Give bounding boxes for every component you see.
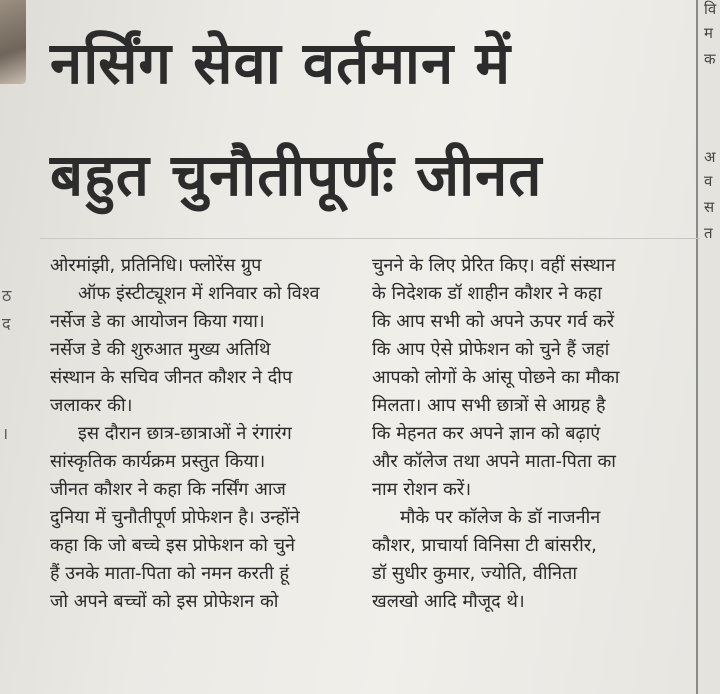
article-line: कि आप ऐसे प्रोफेशन को चुने हैं जहां — [372, 339, 610, 360]
right-edge-fragment: व — [704, 172, 713, 190]
article-line: के निदेशक डॉ शाहीन कौशर ने कहा — [372, 283, 602, 304]
article-line: जो अपने बच्चों को इस प्रोफेशन को — [50, 591, 279, 612]
left-edge-fragment: ठ — [2, 286, 12, 305]
article-line: संस्थान के सचिव जीनत कौशर ने दीप — [50, 367, 293, 388]
article-line: आपको लोगों के आंसू पोछने का मौका — [372, 367, 620, 388]
right-edge-fragment: अ — [704, 148, 716, 166]
article-line: मौके पर कॉलेज के डॉ नाजनीन — [400, 507, 601, 528]
article-line: खलखो आदि मौजूद थे। — [372, 591, 525, 612]
adjacent-column-fragment — [696, 0, 720, 694]
left-edge-fragment: । — [2, 424, 9, 443]
article-line: ओरमांझी, प्रतिनिधि। फ्लोरेंस ग्रुप — [50, 255, 262, 276]
article-line: दुनिया में चुनौतीपूर्ण प्रोफेशन है। उन्होंने — [50, 507, 300, 528]
divider — [40, 238, 700, 239]
article-line: नर्सेज डे का आयोजन किया गया। — [50, 311, 265, 332]
article-line: कौशर, प्राचार्या विनिसा टी बांसरीर, — [372, 535, 597, 556]
article-line: जलाकर की। — [50, 395, 133, 416]
right-edge-fragment: म — [704, 24, 713, 42]
article-line: सांस्कृतिक कार्यक्रम प्रस्तुत किया। — [50, 451, 266, 472]
right-edge-fragment: वि — [704, 0, 717, 18]
article-column-left — [50, 252, 365, 616]
article-line: चुनने के लिए प्रेरित किए। वहीं संस्थान — [372, 255, 616, 276]
article-line: कि मेहनत कर अपने ज्ञान को बढ़ाएं — [372, 423, 601, 444]
article-line: जीनत कौशर ने कहा कि नर्सिंग आज — [50, 479, 286, 500]
article-line: हैं उनके माता-पिता को नमन करती हूं — [50, 563, 290, 584]
article-line: ऑफ इंस्टीट्यूशन में शनिवार को विश्व — [78, 283, 320, 304]
article-line: नर्सेज डे की शुरुआत मुख्य अतिथि — [50, 339, 271, 360]
right-edge-fragment: स — [704, 198, 715, 216]
headline-line-1: नर्सिंग सेवा वर्तमान में — [50, 29, 512, 97]
photo-fragment — [0, 0, 26, 84]
article-line: और कॉलेज तथा अपने माता-पिता का — [372, 451, 616, 472]
article-line: कि आप सभी को अपने ऊपर गर्व करें — [372, 311, 615, 332]
right-edge-fragment: क — [704, 50, 716, 68]
headline-line-2: बहुत चुनौतीपूर्णः जीनत — [50, 141, 543, 209]
article-line: मिलता। आप सभी छात्रों से आग्रह है — [372, 395, 606, 416]
right-edge-fragment: त — [704, 224, 713, 242]
article-line: कहा कि जो बच्चे इस प्रोफेशन को चुने — [50, 535, 296, 556]
article-line: डॉ सुधीर कुमार, ज्योति, वीनिता — [372, 563, 578, 584]
article-line: नाम रोशन करें। — [372, 479, 472, 500]
left-edge-fragment: द — [2, 314, 11, 333]
article-column-right — [372, 252, 690, 616]
article-line: इस दौरान छात्र-छात्राओं ने रंगारंग — [78, 423, 292, 444]
